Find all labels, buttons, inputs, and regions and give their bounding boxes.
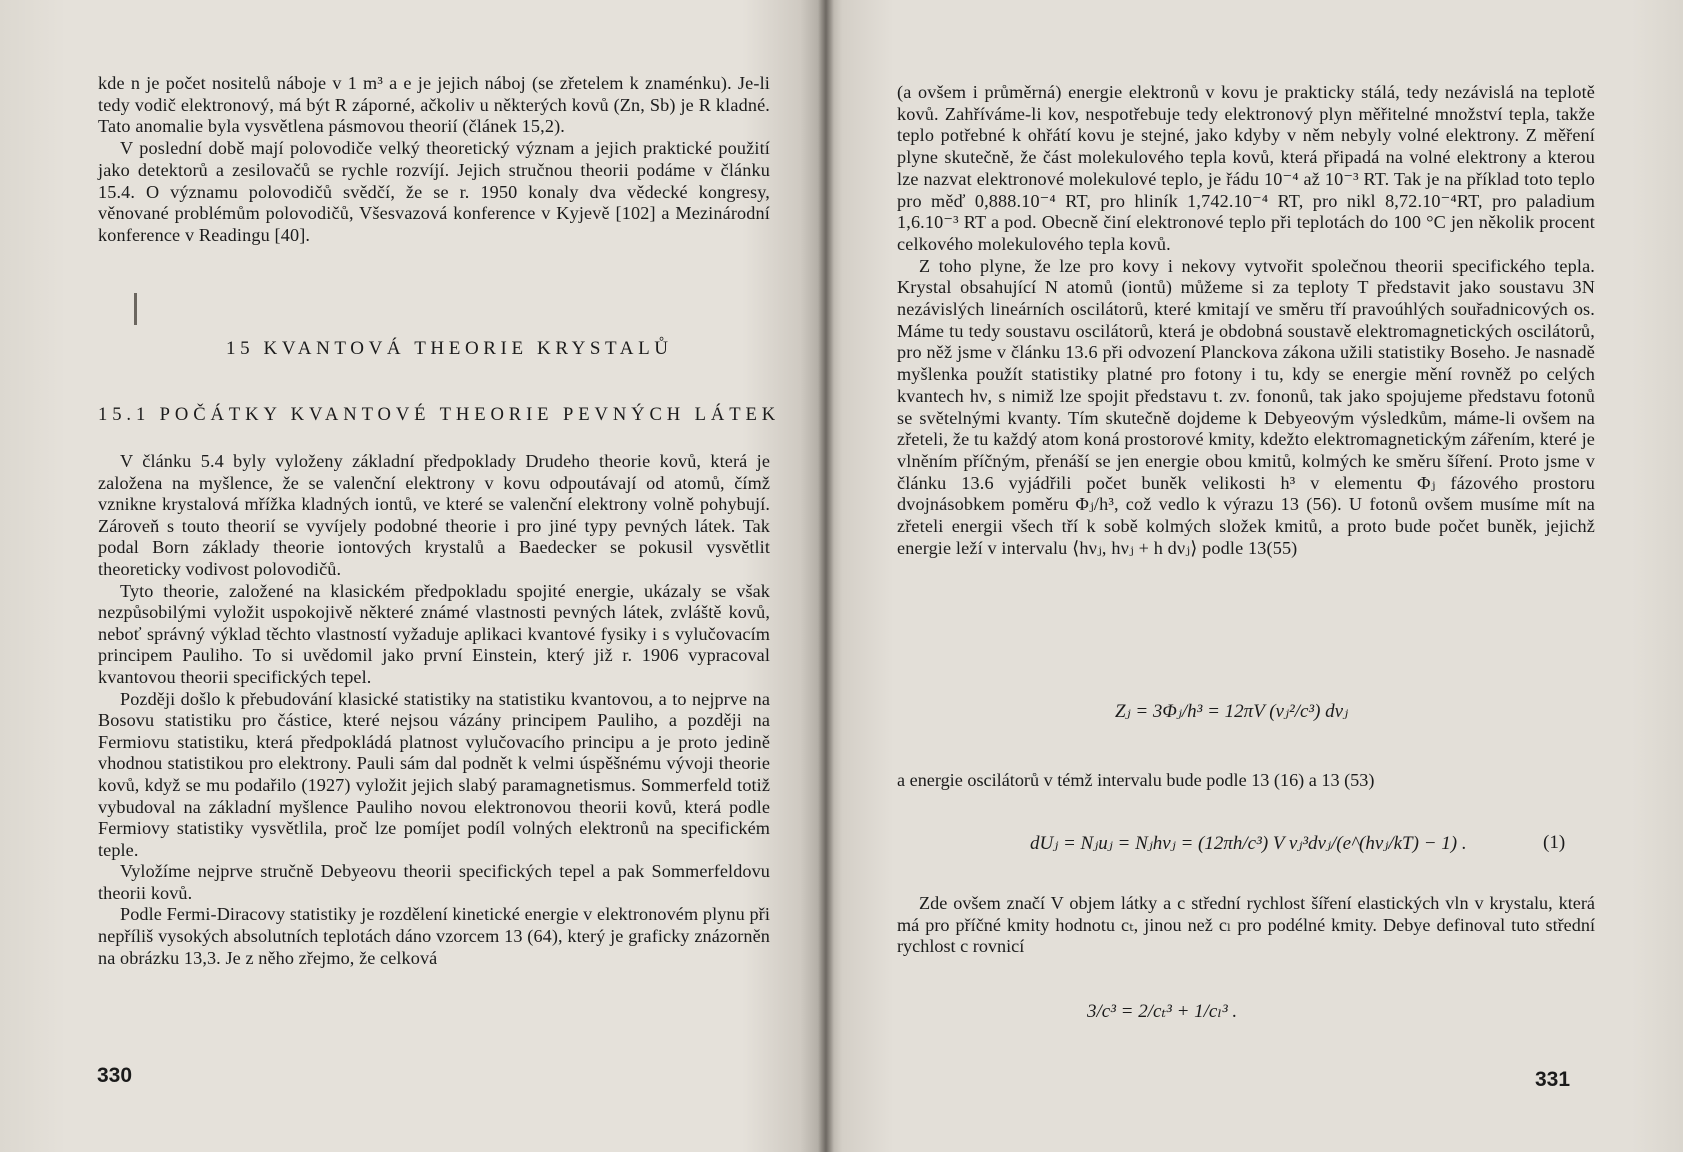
paragraph: Později došlo k přebudování klasické statistiky na statistiku kvantovou, a to nejprve na Bosovu statistiku pro částice, které nejsou vázány principem Pauliho, a později na Fermiovu statistiku, která předpokládá platnost vylučovacího principu a je proto jedině vhodnou statistikou pro elektrony. Pauli sám dal podnět k velmi úspěšnému vývoji theorie kovů, když se mu podařilo (1927) vyložit jejich slabý paramagnetismus. Sommerfeld totiž vybudoval na základní myšlence Pauliho novou elektronovou theorii kovů, která podle Fermiovy statistiky vysvětlila, proč lze pomíjet podíl volných elektronů na specifickém teple. (98, 688, 770, 860)
section-heading: 15.1 POČÁTKY KVANTOVÉ THEORIE PEVNÝCH LÁTEK (98, 404, 781, 425)
right-page (825, 0, 1683, 1152)
paragraph: Z toho plyne, že lze pro kovy i nekovy vytvořit společnou theorii specifického tepla. Krystal obsahující N atomů (iontů) můžeme si za teploty T představit jako soustavu 3N nezávislých lineárních oscilátorů, které kmitají ve směru tří pravoúhlých souřadnicových os. Máme tu tedy soustavu oscilátorů, která je obdobná soustavě elektromagnetických oscilátorů, pro něž jsme v článku 13.6 při odvození Planckova zákona užili statistiky Boseho. Je nasnadě myšlenka použít statistiky platné pro fotony i tu, kdy se energie mění rovněž po celých kvantech hν, s nimiž lze spojit představu t. zv. fononů, tak jako spojujeme představu fotonů se světelnými kvanty. Tím skutečně dojdeme k Debyeovým výsledkům, máme-li ovšem na zřeteli, že tu každý atom koná prostorové kmity, kdežto elektromagnetickým zářením, které je vlněním příčným, přenáší se jen energie obou kmitů, kolmých ke směru šíření. Proto jsme v článku 13.6 vyjádřili počet buněk velikosti h³ v elementu Φⱼ fázového prostoru dvojnásobkem poměru Φⱼ/h³, což vedlo k výrazu 13 (56). U fotonů ovšem musíme mít na zřeteli energii všech tří k sobě kolmých složek kmitů, a proto bude počet buněk, jejichž energie leží v intervalu ⟨hνⱼ, hνⱼ + h dνⱼ⟩ podle 13(55) (897, 255, 1595, 558)
equation-number: (1) (1543, 832, 1566, 853)
paragraph: V poslední době mají polovodiče velký theoretický význam a jejich praktické použití jako detektorů a zesilovačů se rychle rozvíjí. Jejich stručnou theorii podáme v článku 15.4. O významu polovodičů svědčí, že se r. 1950 konaly dva vědecké kongresy, věnované problémům polovodičů, Všesvazová konference v Kyjevě [102] a Mezinárodní konference v Readingu [40]. (98, 138, 770, 245)
paragraph: kde n je počet nositelů náboje v 1 m³ a e je jejich náboj (se zřetelem k znaménku). Je-li tedy vodič elektronový, má být R záporné, ačkoliv u některých kovů (Zn, Sb) je R kladné. Tato anomalie byla vysvětlena pásmovou theorií (článek 15,2). (98, 73, 770, 137)
paragraph: Podle Fermi-Diracovy statistiky je rozdělení kinetické energie v elektronovém plynu při nepříliš vysokých absolutních teplotách dáno vzorcem 13 (64), který je graficky znázorněn na obrázku 13,3. Je z něho zřejmo, že celková (98, 904, 770, 968)
right-text (897, 82, 1595, 559)
paragraph: (a ovšem i průměrná) energie elektronů v kovu je prakticky stálá, tedy nezávislá na teplotě kovů. Zahříváme-li kov, nespotřebuje tedy elektronový plyn měřitelné množství tepla, takže teplo potřebné k ohřátí kovu je stejné, jako kdyby v něm nebyly volné elektrony. Z měření plyne skutečně, že část molekulového tepla kovů, která připadá na volné elektrony a kterou lze nazvat elektronové molekulové teplo, je řádu 10⁻⁴ až 10⁻³ RT. Tak je na příklad toto teplo pro měď 0,888.10⁻⁴ RT, pro hliník 1,742.10⁻⁴ RT, pro nikl 8,72.10⁻⁴RT, pro paladium 1,6.10⁻³ RT a pod. Obecně činí elektronové teplo při teplotách do 100 °C jen několik procent celkového molekulového tepla kovů. (897, 82, 1595, 254)
equation-du: dUⱼ = Nⱼuⱼ = Nⱼhνⱼ = (12πh/c³) V νⱼ³dνⱼ/(e^(hνⱼ/kT) − 1) . (1030, 833, 1467, 854)
paragraph: Vyložíme nejprve stručně Debyeovu theorii specifických tepel a pak Sommerfeldovu theorii kovů. (98, 861, 770, 903)
scan-mark (134, 293, 137, 325)
equation-c: 3/c³ = 2/cₜ³ + 1/cₗ³ . (1087, 1001, 1238, 1022)
page-number: 331 (1535, 1068, 1571, 1091)
chapter-heading: 15 KVANTOVÁ THEORIE KRYSTALŮ (226, 338, 673, 359)
left-intro-text (98, 73, 770, 247)
equation-zj: Zⱼ = 3Φⱼ/h³ = 12πV (νⱼ²/c³) dνⱼ (1115, 701, 1349, 722)
text-after: Zde ovšem značí V objem látky a c střední rychlost šíření elastických vln v krystalu, která má pro příčné kmity hodnotu cₜ, jinou než cₗ pro podélné kmity. Debye definoval tuto střední rychlost c rovnicí (897, 893, 1595, 957)
paragraph: V článku 5.4 byly vyloženy základní předpoklady Drudeho theorie kovů, která je založena na myšlence, že se valenční elektrony v kovu odpoutávají od atomů, čímž vznikne krystalová mřížka kladných iontů, ve které se valenční elektrony volně pohybují. Zároveň s touto theorií se vyvíjely podobné theorie i pro jiné typy pevných látek. Tak podal Born základy theorie iontových krystalů a Baedecker se pokusil vysvětlit theoreticky vodivost polovodičů. (98, 451, 770, 579)
section-body (98, 451, 770, 969)
book-gutter (818, 0, 834, 1152)
left-page (0, 0, 825, 1152)
text-between: a energie oscilátorů v témž intervalu bude podle 13 (16) a 13 (53) (897, 770, 1375, 790)
paragraph: Tyto theorie, založené na klasickém předpokladu spojité energie, ukázaly se však nezpůsobilými vyložit uspokojivě některé známé vlastnosti pevných látek, zvláště kovů, neboť správný výklad těchto vlastností vyžaduje aplikaci kvantové fysiky i s vylučovacím principem Pauliho. To si uvědomil jako první Einstein, který již r. 1906 vypracoval kvantovou theorii specifických tepel. (98, 580, 770, 687)
page-number: 330 (97, 1064, 133, 1087)
